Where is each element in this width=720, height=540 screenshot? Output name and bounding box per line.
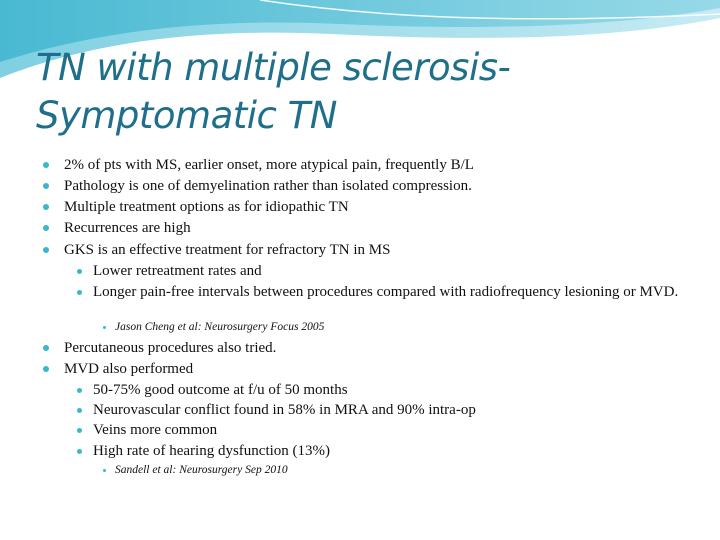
bullet-item: Pathology is one of demyelination rather than isolated compression. <box>64 177 472 195</box>
slide-title <box>36 44 696 140</box>
bullet-dot-icon <box>43 366 49 372</box>
bullet-item: GKS is an effective treatment for refractory TN in MS <box>64 241 390 259</box>
bullet-dot-icon <box>43 162 49 168</box>
sub-bullet-item: Longer pain-free intervals between procedures compared with radiofrequency lesioning or MVD. <box>93 284 693 300</box>
bullet-dot-icon <box>77 290 82 295</box>
sub-bullet-item: 50-75% good outcome at f/u of 50 months <box>93 382 693 398</box>
bullet-dot-icon <box>43 204 49 210</box>
sub-bullet-item: Neurovascular conflict found in 58% in MRA and 90% intra-op <box>93 402 693 418</box>
bullet-dot-icon <box>43 345 49 351</box>
bullet-dot-icon <box>43 247 49 253</box>
bullet-dot-icon <box>77 388 82 393</box>
bullet-item: MVD also performed <box>64 360 193 378</box>
sub-bullet-item: High rate of hearing dysfunction (13%) <box>93 443 693 459</box>
bullet-dot-icon <box>43 225 49 231</box>
bullet-dot-icon <box>77 269 82 274</box>
bullet-item: Multiple treatment options as for idiopathic TN <box>64 198 349 216</box>
citation-item: Sandell et al: Neurosurgery Sep 2010 <box>115 463 288 477</box>
sub-bullet-item: Lower retreatment rates and <box>93 263 693 279</box>
title-line-2: Symptomatic TN <box>36 94 337 137</box>
bullet-dot-icon <box>77 408 82 413</box>
citation-item: Jason Cheng et al: Neurosurgery Focus 2005 <box>115 320 324 334</box>
bullet-dot-icon <box>103 469 106 472</box>
bullet-item: Percutaneous procedures also tried. <box>64 339 276 357</box>
bullet-item: Recurrences are high <box>64 219 191 237</box>
bullet-item: 2% of pts with MS, earlier onset, more atypical pain, frequently B/L <box>64 156 474 174</box>
bullet-dot-icon <box>77 449 82 454</box>
bullet-dot-icon <box>77 428 82 433</box>
bullet-dot-icon <box>43 183 49 189</box>
bullet-dot-icon <box>103 326 106 329</box>
sub-bullet-item: Veins more common <box>93 422 693 438</box>
title-line-1: TN with multiple sclerosis- <box>36 46 511 89</box>
